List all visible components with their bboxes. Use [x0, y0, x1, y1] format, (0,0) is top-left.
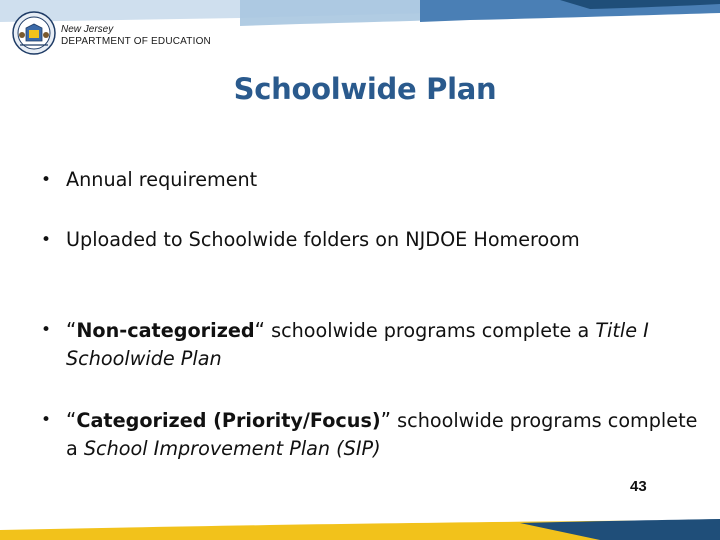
bullet-text: schoolwide programs complete a [66, 409, 698, 460]
bullet-text: schoolwide programs complete a [265, 319, 596, 342]
bullet-italic-text: School Improvement Plan (SIP) [83, 437, 381, 460]
bullet-bold-text: Non-categorized [76, 319, 255, 342]
agency-department: DEPARTMENT OF EDUCATION [61, 35, 211, 47]
bullet-dot-icon: • [41, 230, 52, 250]
slide-title: Schoolwide Plan [233, 72, 497, 106]
open-quote: “ [66, 318, 77, 342]
bullet-text: Uploaded to Schoolwide folders on NJDOE Homeroom [66, 228, 580, 251]
open-quote: “ [66, 408, 77, 432]
bullet-text: Annual requirement [66, 168, 258, 191]
close-quote: “ [254, 318, 265, 342]
bullet-dot-icon: • [41, 170, 52, 190]
close-quote: ” [380, 408, 392, 432]
page-number: 43 [630, 478, 647, 495]
bullet-bold-text: Categorized (Priority/Focus) [76, 409, 381, 432]
agency-state: New Jersey [61, 24, 114, 35]
bullet-italic-text: Title I Schoolwide Plan [66, 319, 649, 370]
bullet-dot-icon: • [41, 320, 52, 340]
bullet-dot-icon: • [41, 410, 52, 430]
